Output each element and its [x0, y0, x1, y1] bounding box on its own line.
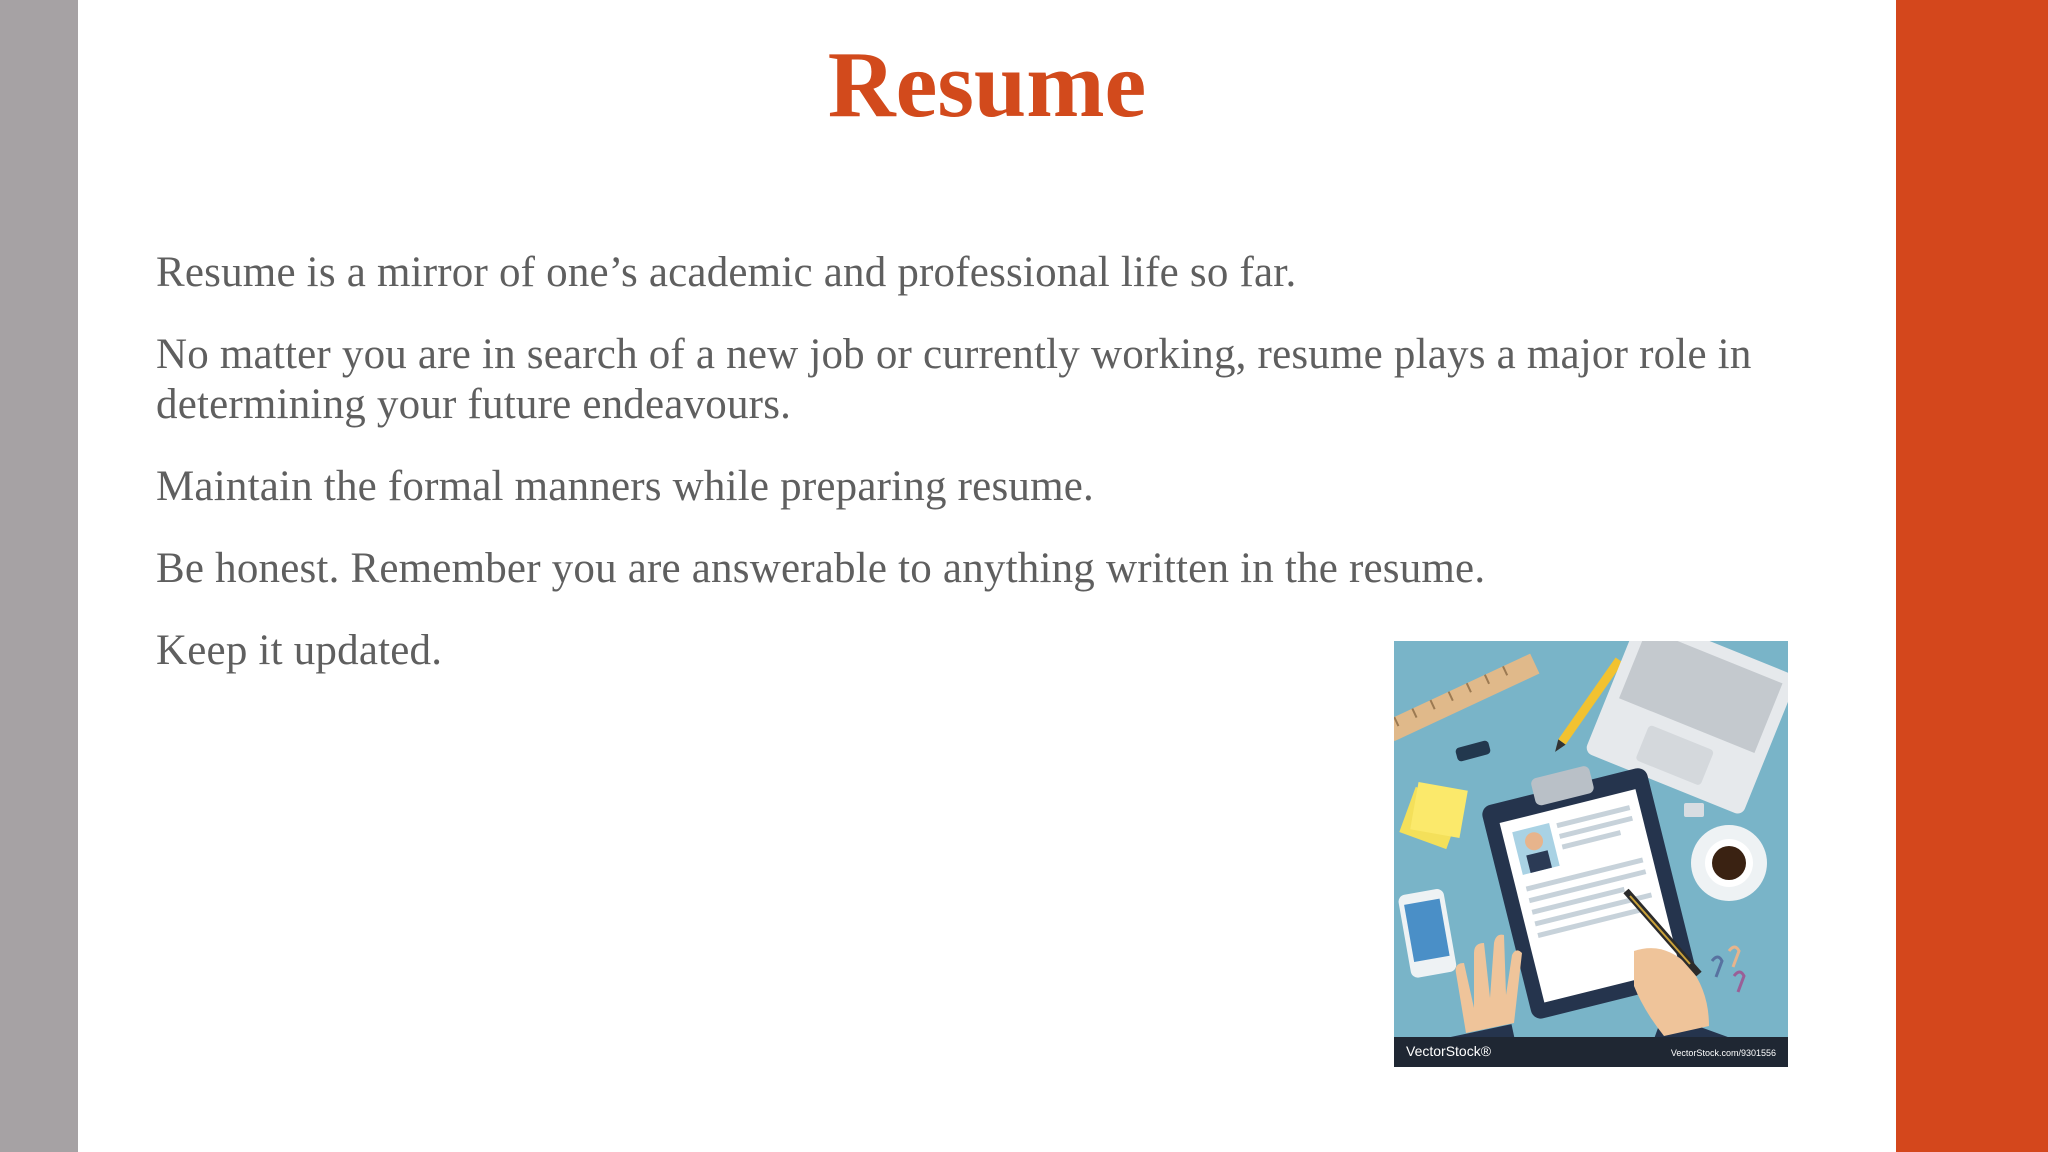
- left-side-bar: [0, 0, 78, 1152]
- resume-clipboard-illustration-icon: [1394, 641, 1788, 1067]
- right-accent-bar: [1896, 0, 2048, 1152]
- paragraph-updated: Keep it updated.: [156, 627, 443, 674]
- watermark-url: VectorStock.com/9301556: [1670, 1048, 1776, 1058]
- paragraph-role: No matter you are in search of a new job or currently working, resume plays a major role in determining your future endeavours.: [156, 331, 1752, 428]
- paragraph-formal: Maintain the formal manners while preparing resume.: [156, 463, 1094, 510]
- slide-title: Resume: [827, 33, 1147, 137]
- watermark-brand: VectorStock®: [1406, 1043, 1492, 1059]
- paragraph-honest: Be honest. Remember you are answerable to anything written in the resume.: [156, 545, 1486, 592]
- resume-illustration: [1394, 641, 1788, 1067]
- slide-body: [156, 248, 1856, 708]
- paragraph-mirror: Resume is a mirror of one’s academic and professional life so far.: [156, 249, 1297, 296]
